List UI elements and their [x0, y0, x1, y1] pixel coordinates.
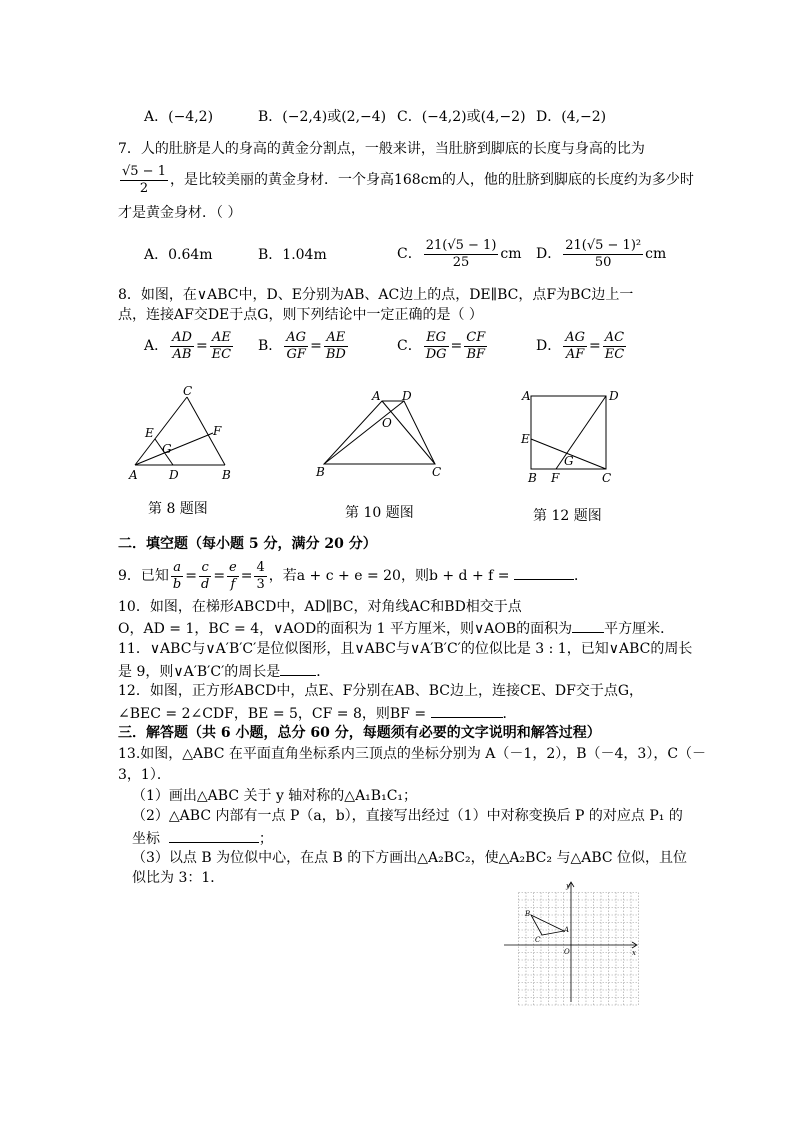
q8-option-c: C． $\frac{EG}{DG}$ = $\frac{CF}{BF}$ [397, 329, 486, 362]
q7-option-d: D． $\frac{\text{21(√5 − 1)²}}{50}$ cm [536, 237, 667, 270]
q7-option-a: A．0.64m [144, 247, 213, 263]
q9-answer-blank[interactable] [514, 565, 574, 580]
fig12-label-c: C [602, 471, 612, 485]
fig12-label-d: D [609, 389, 619, 403]
fig10-diagonal-bd [324, 401, 404, 464]
figure-12-square [518, 386, 628, 486]
fig8-label-g: G [162, 442, 172, 456]
section-3-title: 三．解答题（共 6 小题，总分 60 分，每题须有必要的文字说明和解答过程） [118, 725, 601, 741]
q8-option-a: A． $\frac{AD}{AB}$ = $\frac{AE}{EC}$ [144, 329, 232, 362]
coordinate-grid-figure [500, 880, 645, 1010]
q9-line: 9．已知 $\frac{a}{b}$ = $\frac{c}{d}$ = $\frac{e}{f}$ = $\frac{4}{3}$ ，若a + c + e = 20，则b + d + f = ． [118, 559, 588, 592]
section-2-title: 二．填空题（每小题 5 分，满分 20 分） [118, 536, 377, 552]
figure-8-caption: 第 8 题图 [148, 501, 208, 517]
q7-stem-line2: $\frac{√5 - 1}{2}$ ，是比较美丽的黄金身材．一个身高168cm的人，他的肚脐到脚底的长度约为多少时 [122, 163, 694, 196]
grid-label-c: C [535, 936, 541, 944]
q6-option-b: B．(−2,4)或(2,−4) [258, 109, 387, 125]
q13-stem-line1: 13.如图，△ABC 在平面直角坐标系内三顶点的坐标分别为 A（－1，2），B（－4，3），C（－ [118, 746, 707, 762]
fig12-label-a: A [522, 389, 531, 403]
q8-stem-line1: 8．如图，在∨ABC中，D、E分别为AB、AC边上的点，DE∥BC，点F为BC边上一 [118, 287, 634, 303]
fig10-label-b: B [316, 465, 325, 478]
q13-coordinate-blank[interactable] [169, 828, 259, 843]
fig12-label-b: B [528, 471, 537, 485]
grid-label-o: O [564, 948, 570, 956]
q13-part3: （3）以点 B 为位似中心，在点 B 的下方画出△A₂BC₂，使△A₂BC₂ 与△ABC 位似，且位 [132, 850, 688, 866]
q11-line1: 11．∨ABC与∨A′B′C′是位似图形，且∨ABC与∨A′B′C′的位似比是 3 : 1，已知∨ABC的周长 [118, 641, 693, 657]
fig8-label-d: D [169, 468, 179, 482]
q13-part2: （2）△ABC 内部有一点 P（a，b），直接写出经过（1）中对称变换后 P 的对应点 P₁ 的 [132, 808, 683, 824]
fig12-label-e: E [521, 432, 530, 446]
fig10-label-a: A [372, 389, 381, 403]
q10-answer-blank[interactable] [572, 618, 604, 633]
grid-label-b: B [525, 910, 531, 918]
q12-answer-blank[interactable] [431, 703, 503, 718]
q13-stem-line2: 3，1）． [118, 767, 171, 783]
grid-label-a: A [564, 926, 570, 934]
q7-option-b: B．1.04m [258, 247, 327, 263]
q8-stem-line2: 点，连接AF交DE于点G，则下列结论中一定正确的是（ ） [118, 307, 483, 323]
q7-option-c: C． $\frac{21(√5 - 1)}{25}$ cm [397, 237, 522, 270]
figure-8-triangle [125, 383, 245, 483]
q8-option-b: B． $\frac{AG}{GF}$ = $\frac{AE}{BD}$ [258, 329, 346, 362]
fig12-label-f: F [551, 471, 560, 485]
grid-label-x: x [632, 949, 636, 957]
q10-line1: 10．如图，在梯形ABCD中，AD∥BC，对角线AC和BD相交于点 [118, 599, 522, 615]
fig8-label-a: A [129, 468, 138, 482]
fig12-label-g: G [564, 454, 574, 468]
fig8-label-f: F [213, 424, 222, 438]
q13-part3b: 似比为 3：1． [132, 870, 225, 886]
q12-line1: 12．如图，正方形ABCD中，点E、F分别在AB、BC边上，连接CE、DF交于点G， [118, 683, 644, 699]
triangle-abc [531, 915, 564, 935]
q10-line2: O，AD = 1，BC = 4，∨AOD的面积为 1 平方厘米，则∨AOB的面积为 平方厘米． [118, 618, 674, 638]
q6-option-a: A．(−4,2) [144, 109, 214, 125]
fig10-label-d: D [402, 389, 412, 403]
q11-answer-blank[interactable] [280, 661, 316, 676]
q13-part2-coord: 坐标 ； [132, 828, 273, 848]
q13-part1: （1）画出△ABC 关于 y 轴对称的△A₁B₁C₁； [132, 788, 418, 804]
fig10-label-c: C [432, 465, 442, 478]
fig10-trapezoid-outline [324, 401, 435, 464]
fig8-label-c: C [183, 384, 193, 398]
q12-line2: ∠BEC = 2∠CDF，BE = 5，CF = 8，则BF = ． [118, 703, 517, 723]
fig10-label-o: O [382, 416, 392, 430]
golden-ratio-fraction: $\frac{√5 - 1}{2}$ [122, 163, 166, 196]
q8-option-d: D． $\frac{AG}{AF}$ = $\frac{AC}{EC}$ [536, 329, 625, 362]
figure-12-caption: 第 12 题图 [533, 508, 602, 524]
q11-line2: 是 9，则∨A′B′C′的周长是 ． [118, 661, 330, 681]
q6-option-c: C．(−4,2)或(4,−2) [397, 109, 526, 125]
q7-stem-line1: 7．人的肚脐是人的身高的黄金分割点，一般来讲，当肚脐到脚底的长度与身高的比为 [118, 141, 645, 157]
q6-option-d: D．(4,−2) [536, 109, 607, 125]
fig8-label-e: E [145, 426, 154, 440]
figure-10-caption: 第 10 题图 [345, 505, 414, 521]
figure-10-trapezoid [310, 386, 450, 478]
q7-stem-line3: 才是黄金身材．（ ） [118, 205, 242, 221]
fig8-label-b: B [222, 468, 231, 482]
grid-label-y: y [566, 882, 570, 890]
